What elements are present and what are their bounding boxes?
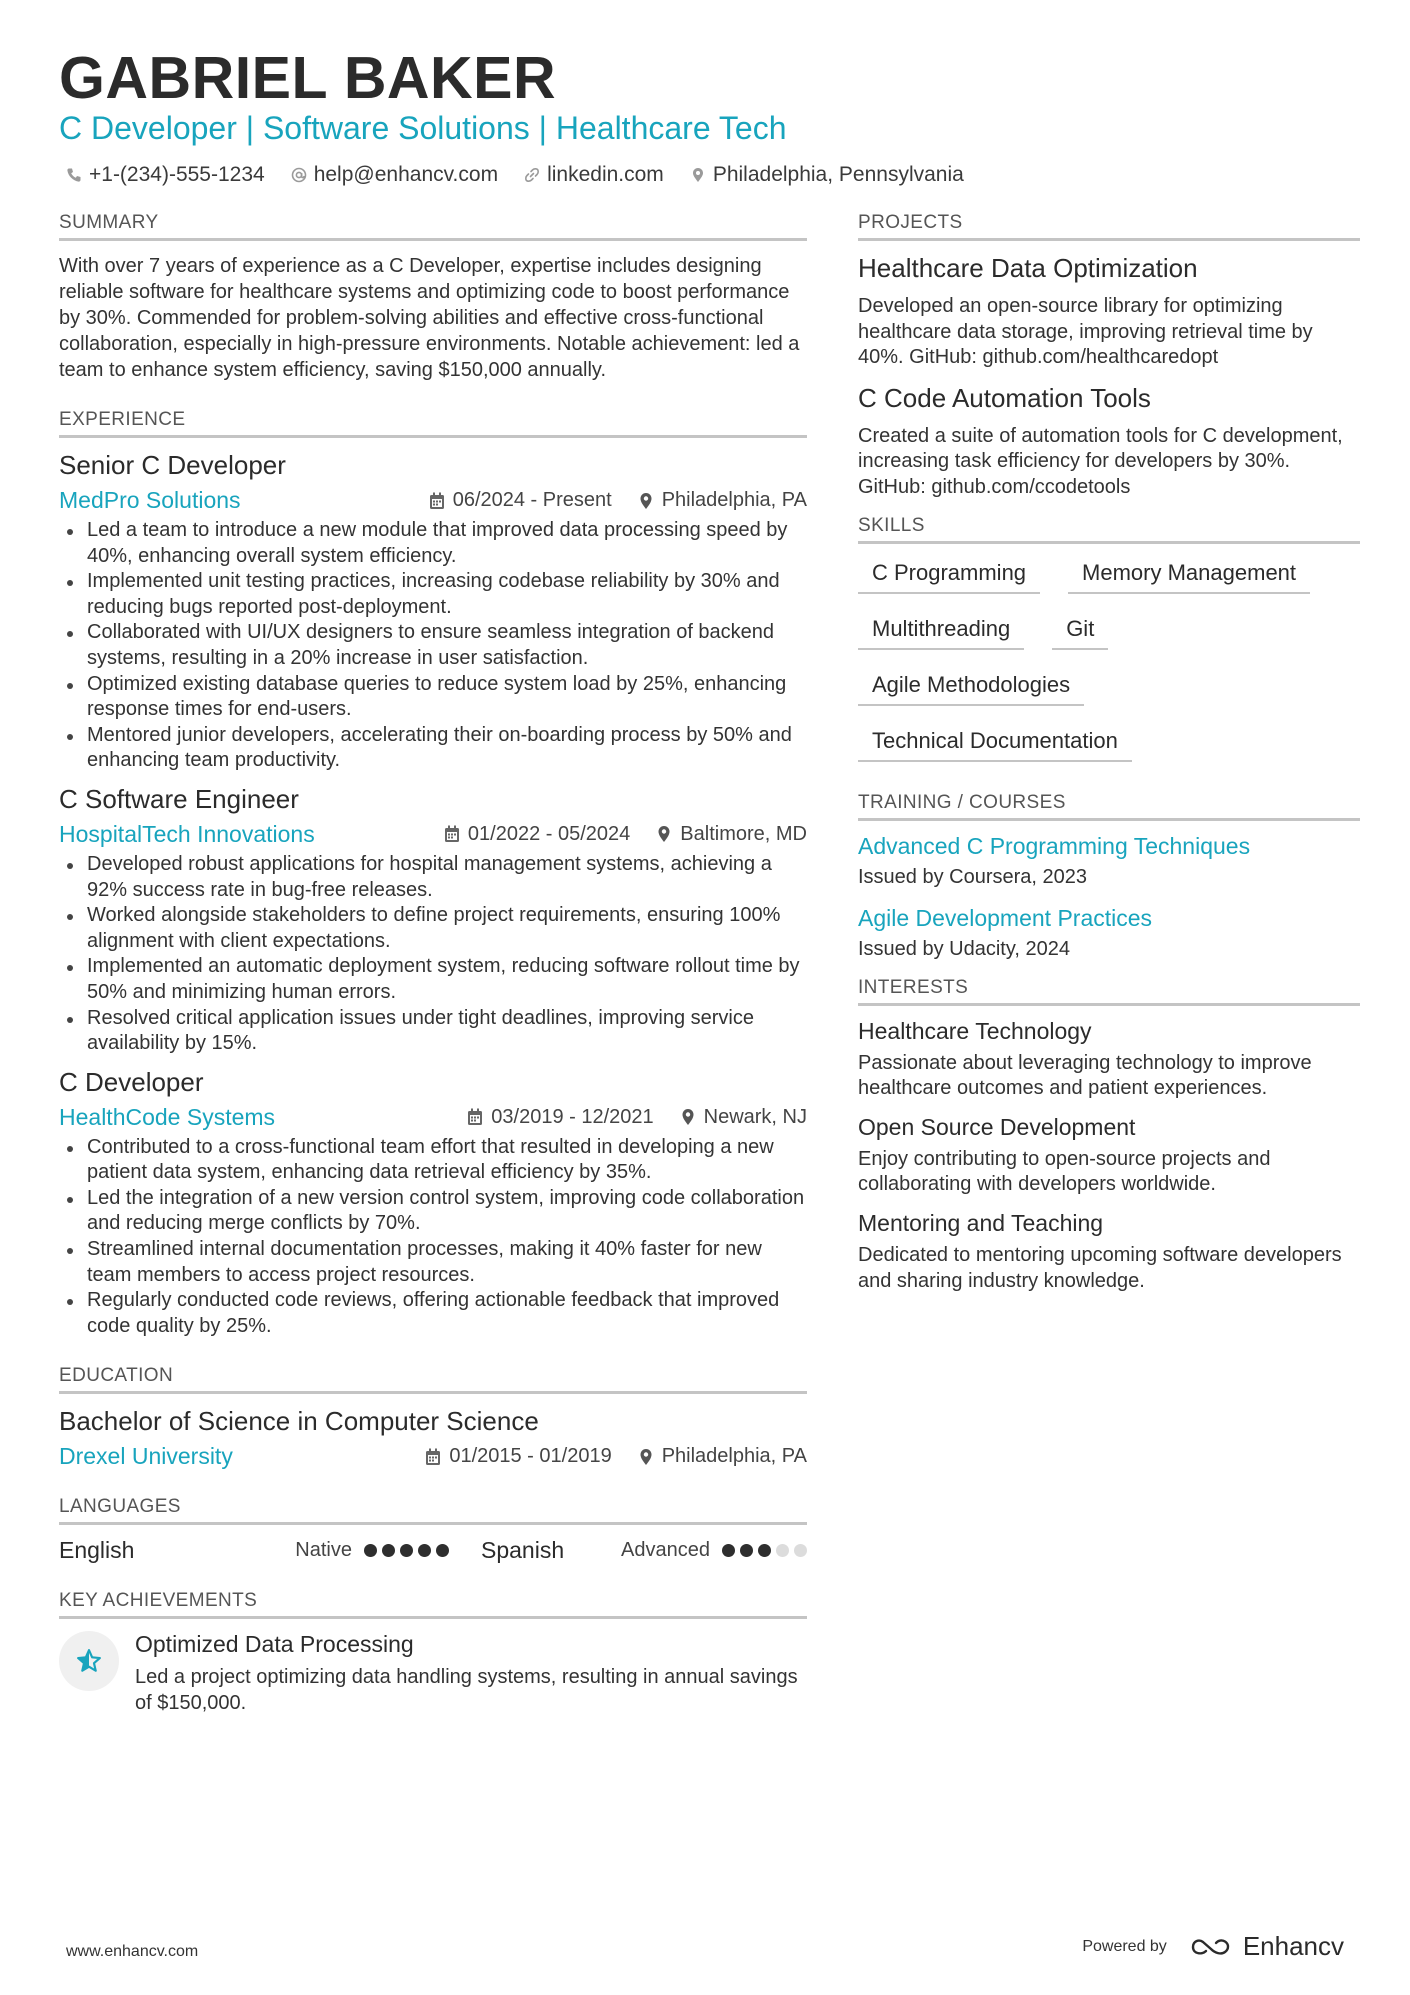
bullet-item: Worked alongside stakeholders to define project requirements, ensuring 100% alignment with client expectations. (59, 903, 807, 954)
training-section-title: TRAINING / COURSES (858, 792, 1360, 821)
achievement-content (135, 1631, 807, 1716)
rating-dot-filled (418, 1544, 431, 1557)
job-dates-text: 03/2019 - 12/2021 (491, 1105, 654, 1128)
contact-bar (66, 163, 964, 187)
skills-list (858, 556, 1360, 762)
job-meta (59, 487, 807, 514)
skill-tag: C Programming (858, 556, 1040, 594)
achievements-section-title: KEY ACHIEVEMENTS (59, 1590, 807, 1619)
job-bullets (59, 1135, 807, 1340)
bullet-item: Streamlined internal documentation processes, making it 40% faster for new team members to access project resources. (59, 1237, 807, 1288)
calendar-icon (425, 1448, 441, 1466)
interest-item (858, 1114, 1360, 1198)
languages-row (59, 1537, 807, 1564)
interest-item (858, 1018, 1360, 1102)
bullet-item: Optimized existing database queries to reduce system load by 25%, enhancing response times for end-users. (59, 672, 807, 723)
bullet-item: Led the integration of a new version control system, improving code collaboration and reducing merge conflicts by 70%. (59, 1186, 807, 1237)
left-column (59, 212, 807, 1716)
company-name: MedPro Solutions (59, 487, 241, 513)
job-dates (444, 823, 630, 846)
education-section-title: EDUCATION (59, 1365, 807, 1394)
education-location-text: Philadelphia, PA (661, 1445, 807, 1468)
project-title: Healthcare Data Optimization (858, 253, 1198, 283)
education-dates-text: 01/2015 - 01/2019 (449, 1445, 612, 1468)
experience-section-title: EXPERIENCE (59, 409, 807, 438)
bullet-item: Collaborated with UI/UX designers to ensure seamless integration of backend systems, resulting in a 20% increase in user satisfaction. (59, 620, 807, 671)
job-meta (59, 821, 807, 848)
language-rating (364, 1544, 449, 1557)
skill-tag: Agile Methodologies (858, 668, 1084, 706)
rating-dot-filled (364, 1544, 377, 1557)
location-icon (656, 825, 672, 843)
language-name: Spanish (481, 1537, 565, 1564)
contact-email-text: help@enhancv.com (313, 163, 499, 186)
rating-dot-filled (382, 1544, 395, 1557)
interest-desc: Dedicated to mentoring upcoming software developers and sharing industry knowledge. (858, 1243, 1342, 1292)
interests-section-title: INTERESTS (858, 977, 1360, 1006)
education-location (638, 1445, 807, 1468)
job-dates (467, 1106, 653, 1129)
calendar-icon (467, 1108, 483, 1126)
interest-title: Healthcare Technology (858, 1017, 1092, 1044)
bullet-item: Mentored junior developers, accelerating their on-boarding process by 50% and enhancing team productivity. (59, 723, 807, 774)
calendar-icon (444, 825, 460, 843)
skill-tag: Memory Management (1068, 556, 1310, 594)
language-rating (722, 1544, 807, 1557)
course-issuer: Issued by Udacity, 2024 (858, 937, 1070, 960)
job-location (680, 1106, 807, 1129)
powered-by-label: Powered by (1082, 1937, 1167, 1955)
rating-dot-filled (400, 1544, 413, 1557)
rating-dot-filled (740, 1544, 753, 1557)
company-name: HealthCode Systems (59, 1103, 276, 1130)
interest-title: Open Source Development (858, 1113, 1136, 1140)
job-dates (429, 489, 612, 512)
language-item (59, 1537, 449, 1564)
contact-location (690, 163, 964, 187)
rating-dot-empty (776, 1544, 789, 1557)
course-title: Agile Development Practices (858, 904, 1153, 931)
skill-tag: Technical Documentation (858, 724, 1132, 762)
language-level: Native (295, 1539, 352, 1562)
interest-title: Mentoring and Teaching (858, 1209, 1104, 1236)
location-icon (690, 167, 706, 183)
project-item (858, 253, 1360, 371)
job-bullets (59, 518, 807, 774)
summary-text: With over 7 years of experience as a C Developer, expertise includes designing reliable software for healthcare systems and optimizing code to boost performance by 30%. Commended for problem-solving abilities and effective cross-functional collaboration, especially in high-pressure environments. Notable achievement: led a team to enhance system efficiency, saving $150,000 annually. (59, 255, 800, 381)
languages-section-title: LANGUAGES (59, 1496, 807, 1525)
achievement-item (59, 1631, 807, 1716)
summary-section-title: SUMMARY (59, 212, 807, 241)
course-title: Advanced C Programming Techniques (858, 832, 1251, 859)
footer-branding (1082, 1931, 1344, 1962)
job-location-text: Philadelphia, PA (661, 489, 807, 511)
bullet-item: Implemented an automatic deployment system, reducing software rollout time by 50% and minimizing human errors. (59, 954, 807, 1005)
interest-item (858, 1210, 1360, 1294)
experience-item (59, 450, 807, 774)
candidate-headline: C Developer | Software Solutions | Healthcare Tech (59, 110, 787, 146)
job-location-text: Newark, NJ (703, 1105, 807, 1128)
job-meta-right (429, 489, 807, 512)
bullet-item: Resolved critical application issues under tight deadlines, improving service availability by 15%. (59, 1006, 807, 1057)
contact-email[interactable] (291, 163, 498, 187)
contact-linkedin-text: linkedin.com (547, 163, 664, 186)
job-meta-right (444, 823, 807, 846)
job-meta (59, 1104, 807, 1131)
course-item (858, 833, 1360, 889)
education-dates (425, 1445, 611, 1468)
job-meta-right (467, 1106, 807, 1129)
contact-linkedin[interactable] (524, 163, 664, 187)
location-icon (680, 1108, 696, 1126)
job-location (656, 823, 807, 846)
contact-location-text: Philadelphia, Pennsylvania (712, 163, 964, 186)
at-icon (291, 167, 307, 183)
skills-section-title: SKILLS (858, 515, 1360, 544)
course-issuer: Issued by Coursera, 2023 (858, 865, 1088, 888)
project-item (858, 383, 1360, 501)
star-icon (76, 1648, 102, 1674)
calendar-icon (429, 492, 445, 510)
company-name: HospitalTech Innovations (59, 820, 315, 847)
language-item (449, 1537, 807, 1564)
skill-tag: Multithreading (858, 612, 1024, 650)
project-title: C Code Automation Tools (858, 382, 1151, 413)
job-title: C Software Engineer (59, 783, 299, 814)
education-meta-right (425, 1445, 807, 1468)
job-location (638, 489, 807, 512)
achievement-desc: Led a project optimizing data handling systems, resulting in annual savings of $150,000. (135, 1666, 798, 1715)
achievement-badge (59, 1631, 119, 1691)
course-item (858, 905, 1360, 961)
link-icon (524, 167, 540, 183)
location-icon (638, 1448, 654, 1466)
rating-dot-filled (436, 1544, 449, 1557)
education-meta (59, 1443, 807, 1470)
brand-logo[interactable] (1189, 1931, 1344, 1962)
project-desc: Created a suite of automation tools for C development, increasing task efficiency for developers by 30%. GitHub: github.com/ccodetools (858, 424, 1343, 498)
experience-item (59, 784, 807, 1057)
degree-title: Bachelor of Science in Computer Science (59, 1406, 539, 1437)
project-desc: Developed an open-source library for optimizing healthcare data storage, improving retrieval time by 40%. GitHub: github.com/healthcaredopt (858, 295, 1313, 369)
job-title: Senior C Developer (59, 450, 286, 480)
achievement-title: Optimized Data Processing (135, 1631, 414, 1658)
language-level: Advanced (621, 1539, 710, 1562)
skill-tag: Git (1052, 612, 1108, 650)
bullet-item: Contributed to a cross-functional team effort that resulted in developing a new patient data system, enhancing data retrieval efficiency by 35%. (59, 1135, 807, 1186)
rating-dot-filled (722, 1544, 735, 1557)
contact-phone-text: +1-(234)-555-1234 (89, 163, 265, 186)
job-bullets (59, 852, 807, 1057)
footer-website[interactable]: www.enhancv.com (66, 1943, 199, 1960)
bullet-item: Led a team to introduce a new module that improved data processing speed by 40%, enhancing overall system efficiency. (59, 518, 807, 569)
education-item (59, 1406, 807, 1470)
bullet-item: Implemented unit testing practices, increasing codebase reliability by 30% and reducing bugs reported post-deployment. (59, 569, 807, 620)
phone-icon (66, 167, 82, 183)
school-name: Drexel University (59, 1443, 233, 1470)
job-title: C Developer (59, 1066, 204, 1097)
candidate-name: GABRIEL BAKER (59, 45, 557, 111)
projects-section-title: PROJECTS (858, 212, 1360, 241)
brand-name: Enhancv (1242, 1931, 1344, 1961)
rating-dot-empty (794, 1544, 807, 1557)
contact-phone[interactable] (66, 163, 265, 187)
location-icon (638, 492, 654, 510)
interest-desc: Enjoy contributing to open-source projects and collaborating with developers worldwide. (858, 1147, 1271, 1196)
interest-desc: Passionate about leveraging technology to improve healthcare outcomes and patient experiences. (858, 1051, 1312, 1100)
job-dates-text: 06/2024 - Present (452, 489, 612, 511)
job-dates-text: 01/2022 - 05/2024 (467, 822, 631, 845)
infinity-logo-icon (1189, 1936, 1233, 1958)
bullet-item: Regularly conducted code reviews, offering actionable feedback that improved code quality by 25%. (59, 1288, 807, 1339)
bullet-item: Developed robust applications for hospital management systems, achieving a 92% success rate in bug-free releases. (59, 852, 807, 903)
right-column (858, 212, 1360, 1306)
job-location-text: Baltimore, MD (680, 822, 807, 845)
language-name: English (59, 1537, 135, 1564)
rating-dot-filled (758, 1544, 771, 1557)
experience-item (59, 1067, 807, 1340)
